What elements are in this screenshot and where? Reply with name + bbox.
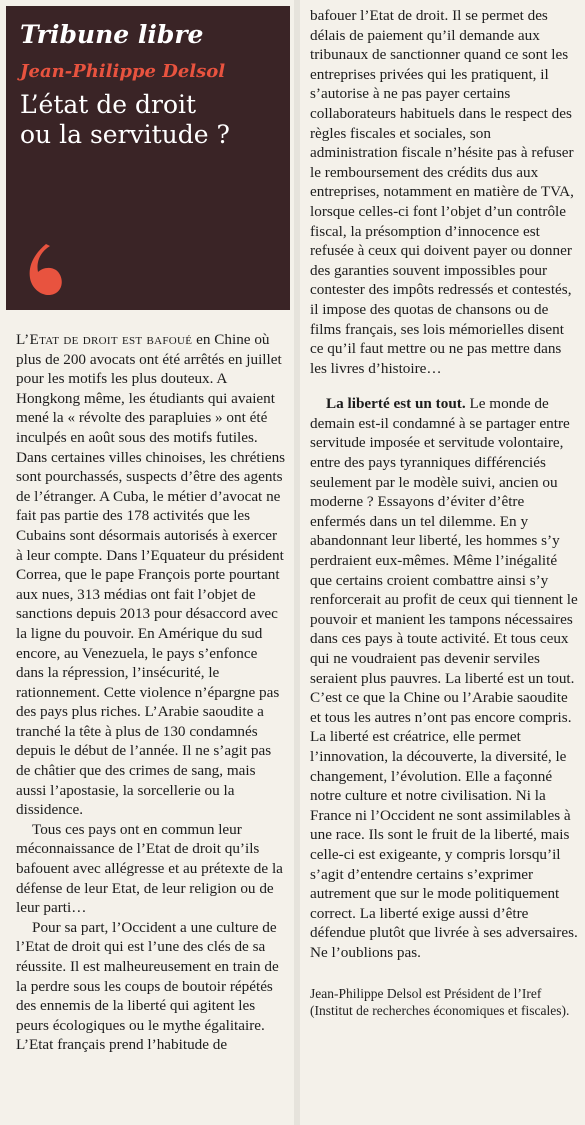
paragraph-4-continued: bafouer l’Etat de droit. Il se permet des délais de paiement qu’il demande aux tribunaux de sanctionner quand ce sont les entreprises privées qui les pratiquent, il s’autorise à ne pas payer certains collaborateurs habituels dans le respect des règles fiscales et sociales, son administration fiscale n’hésite pas à refuser le remboursement des crédits dus aux entreprises, notamment en matière de TVA, lorsque celles-ci font l’objet d’un contrôle fiscal, la présomption d’innocence est refusée à ceux qui doivent payer ou donner des garanties souvent impossibles pour contester des impôts redressés et contestés, il impose des quotas de chansons ou de films français, ses lois mémorielles disent ce qu’il faut mettre ou ne pas mettre dans les livres d’histoire… — [310, 7, 574, 377]
column-gutter — [294, 0, 300, 1125]
paragraph-3: Pour sa part, l’Occident a une culture de l’Etat de droit qui est l’une des clés de sa réussite. Il est malheureusement en train de la perdre sous les coups de boutoir répétés des ennemis de la liberté qui agitent les peurs écologiques ou le mythe égalitaire. — [16, 918, 279, 1034]
paragraph-2: Tous ces pays ont en commun leur méconnaissance de l’Etat de droit qu’ils bafouent avec allégresse et au prétexte de la défense de leur Etat, de leur religion ou de leur parti… — [16, 820, 283, 917]
article-body-right — [310, 6, 580, 1019]
title-line-1: L’état de droit — [20, 90, 197, 119]
paragraph-1-text: en Chine où plus de 200 avocats ont été arrêtés en juillet pour les motifs les plus douteux. A Hongkong même, les étudiants qui avaient mené la « révolte des parapluies » ont été inculpés en août sous des motifs futiles. Dans certaines villes chinoises, les chrétiens sont pourchassés, suspects d’être des agents de l’étranger. A Cuba, le métier d’avocat ne fait pas partie des 178 activités que les Cubains sont désormais autorisés à exercer à leur compte. Dans l’Equateur du président Correa, que le pape François porte pourtant aux nues, 313 médias ont fait l’objet de sanctions depuis 2013 pour désaccord avec la ligne du pouvoir. En Amérique du sud encore, au Venezuela, le pays s’enfonce dans la répression, l’insécurité, le rationnement. Cette violence n’épargne pas des pays plus riches. L’Arabie saoudite a tranché la tête à plus de 130 condamnés depuis le début de l’année. Il ne s’agit pas de châtier que des crimes de sang, mais aussi l’apostasie, la sorcellerie ou la dissidence. — [16, 331, 286, 819]
author-name: Jean-Philippe Delsol — [20, 61, 226, 82]
paragraph-1-lead: L’Etat de droit est bafoué — [16, 331, 193, 348]
article-body-left — [16, 330, 286, 1055]
section-kicker: Tribune libre — [20, 20, 204, 49]
header-box — [6, 6, 290, 310]
paragraph-5 — [310, 394, 580, 962]
article-title — [20, 90, 290, 150]
author-bio: Jean-Philippe Delsol est Président de l’Iref (Institut de recherches économiques et fiscales). — [310, 985, 570, 1018]
paragraph-5-text: Le monde de demain est-il condamné à se partager entre servitude imposée et servitude volontaire, entre des pays tyranniques différenciés seulement par le modèle suivi, ancien ou moderne ? Essayons d’éviter d’être enfermés dans un tel dilemme. En y abandonnant leur liberté, les hommes s’y perdraient eux-mêmes. Même l’inégalité que certains croient combattre ainsi s’y renforcerait au profit de ceux qui tiennent le pouvoir et manient les tampons nécessaires dans ces pays à toute activité. Et tous ceux qui ne voudraient pas devenir serviles seraient plus pauvres. La liberté est un tout. C’est ce que la Chine ou l’Arabie saoudite et tous les autres n’ont pas encore compris. La liberté est créatrice, elle permet l’innovation, la découverte, la diversité, le changement, l’évolution. Elle a façonné notre culture et notre civilisation. Ni la France ni l’Occident ne sont assimilables à une race. Ils sont le fruit de la liberté, mais celle-ci est exigeante, y compris lorsqu’il s’agit d’entendre certains s’exprimer autrement que sur le mode politiquement correct. La liberté exige aussi d’être défendue plutôt que livrée à ses adversaires. Ne l’oublions pas. — [310, 395, 578, 961]
title-line-2: ou la servitude ? — [20, 120, 230, 149]
subheading-liberte: La liberté est un tout. — [326, 395, 466, 413]
paragraph-4-start: L’Etat français prend l’habitude de — [16, 1036, 228, 1054]
quotation-mark-icon — [24, 242, 64, 302]
paragraph-1 — [16, 330, 286, 820]
